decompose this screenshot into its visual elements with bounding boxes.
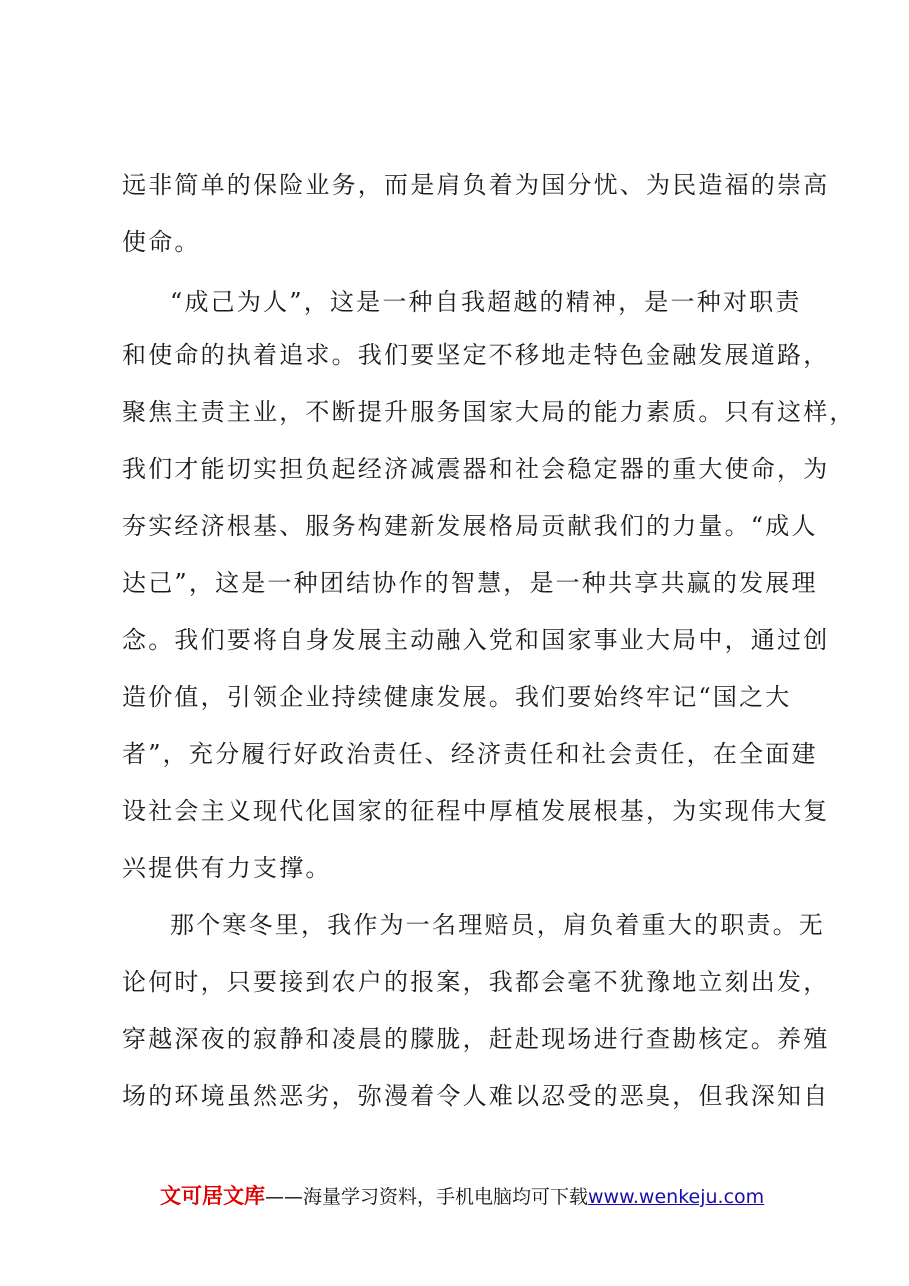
paragraph-start-line: 那个寒冬里，我作为一名理赔员，肩负着重大的职责。无 <box>170 911 825 939</box>
footer-banner <box>160 1182 764 1211</box>
text-line: 造价值，引领企业持续健康发展。我们要始终牢记“国之大 <box>122 683 792 711</box>
text-line: 和使命的执着追求。我们要坚定不移地走特色金融发展道路， <box>122 341 830 369</box>
footer-url-link[interactable]: www.wenkeju.com <box>588 1186 765 1208</box>
footer-slogan: ——海量学习资料，手机电脑均可下载 <box>265 1186 589 1208</box>
text-line: 达己”，这是一种团结协作的智慧，是一种共享共赢的发展理 <box>122 569 818 597</box>
text-line: 穿越深夜的寂静和凌晨的朦胧，赶赴现场进行查勘核定。养殖 <box>122 1025 830 1053</box>
text-line: 兴提供有力支撑。 <box>122 854 332 882</box>
text-line: 者”，充分履行好政治责任、经济责任和社会责任，在全面建 <box>122 740 818 768</box>
text-line: 念。我们要将自身发展主动融入党和国家事业大局中，通过创 <box>122 626 830 654</box>
text-line: 我们才能切实担负起经济减震器和社会稳定器的重大使命，为 <box>122 455 830 483</box>
text-line: 论何时，只要接到农户的报案，我都会毫不犹豫地立刻出发， <box>122 968 830 996</box>
text-line: 使命。 <box>122 228 201 256</box>
text-line: 场的环境虽然恶劣，弥漫着令人难以忍受的恶臭，但我深知自 <box>122 1082 830 1110</box>
text-line: 夯实经济根基、服务构建新发展格局贡献我们的力量。“成人 <box>122 512 818 540</box>
text-line: 设社会主义现代化国家的征程中厚植发展根基，为实现伟大复 <box>122 797 830 825</box>
paragraph-start-line: “成己为人”，这是一种自我超越的精神，是一种对职责 <box>170 288 802 316</box>
footer-brand: 文可居文库 <box>160 1184 265 1208</box>
text-line: 聚焦主责主业，不断提升服务国家大局的能力素质。只有这样， <box>122 398 856 426</box>
text-line: 远非简单的保险业务，而是肩负着为国分忧、为民造福的崇高 <box>122 171 830 199</box>
